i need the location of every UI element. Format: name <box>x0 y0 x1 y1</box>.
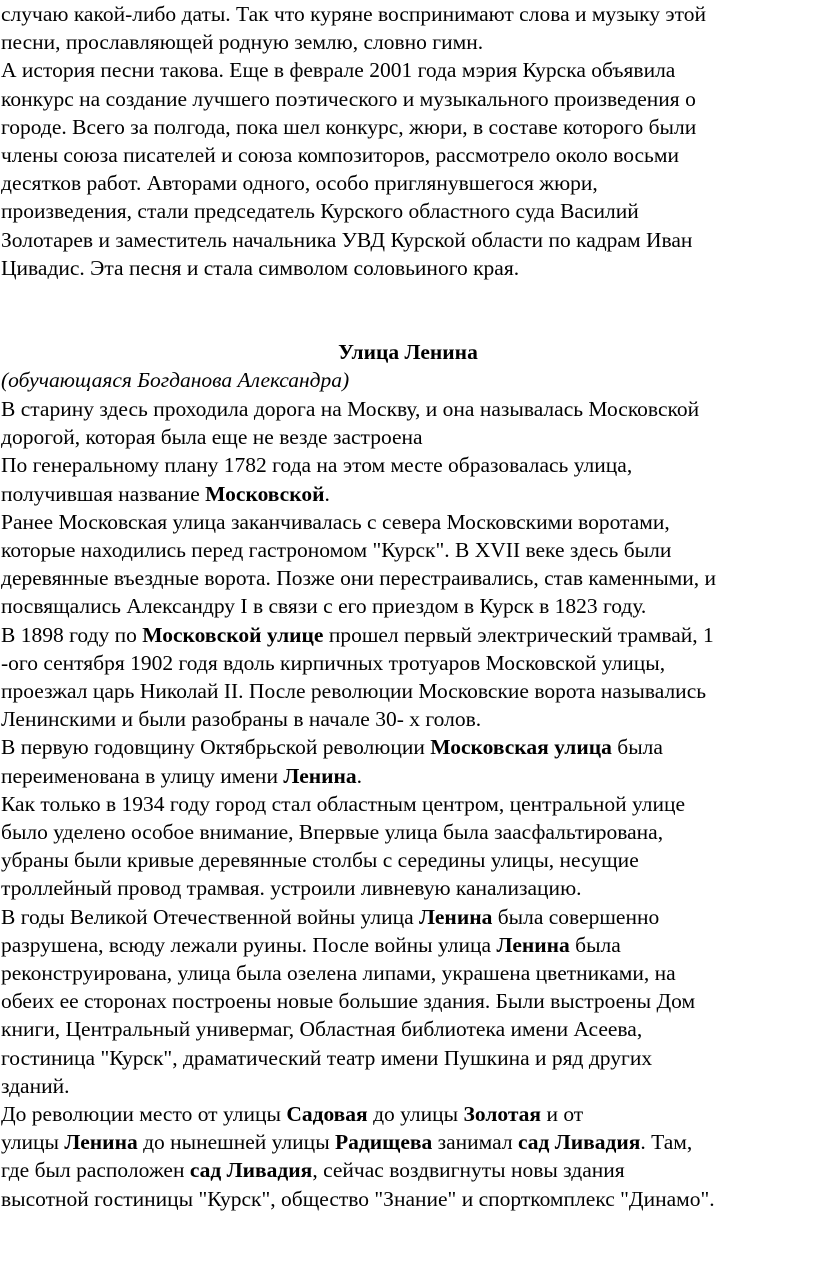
text-line <box>1 931 716 959</box>
text-run: До революции место от улицы <box>1 1102 287 1127</box>
intro-and-history <box>0 0 706 282</box>
text-line: По генеральному плану 1782 года на этом месте образовалась улица, <box>1 453 633 478</box>
text-line: конкурс на создание лучшего поэтического и музыкального произведения о <box>1 86 696 111</box>
text-line: обеих ее сторонах построены новые большие здания. Были выстроены Дом <box>1 989 696 1014</box>
text-line: деревянные въездные ворота. Позже они перестраивались, став каменными, и <box>1 566 717 591</box>
text-run: до нынешней улицы <box>137 1130 336 1155</box>
bold-street-name: Московской <box>205 481 325 506</box>
text-line: дорогой, которая была еще не везде застроена <box>1 425 423 450</box>
text-run: улицы <box>1 1130 65 1155</box>
intro-paragraph <box>0 0 706 56</box>
text-line: -ого сентября 1902 годя вдоль кирпичных тротуаров Московской улицы, <box>1 650 666 675</box>
text-line: убраны были кривые деревянные столбы с середины улицы, несущие <box>1 848 639 873</box>
text-run: и от <box>541 1102 584 1127</box>
text-run: прошел первый электрический трамвай, 1 <box>323 622 714 647</box>
text-line: В старину здесь проходила дорога на Москву, и она называлась Московской <box>1 397 700 421</box>
paragraph-3 <box>0 508 716 621</box>
paragraph-6 <box>0 790 716 903</box>
text-run: . <box>356 763 363 788</box>
text-run: В годы Великой Отечественной войны улица <box>1 904 420 929</box>
text-run: была <box>569 932 621 957</box>
text-line: случаю какой-либо даты. Так что куряне воспринимают слова и музыку этой <box>1 2 707 26</box>
paragraph-4 <box>0 621 716 734</box>
text-line <box>1 621 716 649</box>
text-line: Как только в 1934 году город стал областным центром, центральной улице <box>1 791 686 816</box>
bold-street-name: Ленина <box>283 763 357 788</box>
bold-place-name: сад Ливадия <box>517 1130 641 1155</box>
text-line: проезжал царь Николай II. После революции Московские ворота назывались <box>1 679 707 704</box>
bold-street-name: Московская улица <box>430 735 612 760</box>
text-line: произведения, стали председатель Курского областного суда Василий <box>1 199 639 224</box>
text-line: песни, прославляющей родную землю, словно гимн. <box>1 30 484 55</box>
text-run: разрушена, всюду лежали руины. После войны улица <box>1 932 497 957</box>
bold-street-name: Ленина <box>419 904 493 929</box>
text-run: была совершенно <box>492 904 660 929</box>
bold-street-name: Ленина <box>64 1130 138 1155</box>
text-line: Цивадис. Эта песня и стала символом соловьиного края. <box>1 255 520 280</box>
history-paragraph <box>0 56 706 282</box>
text-run: где был расположен <box>1 1158 190 1183</box>
text-line <box>1 903 716 931</box>
text-run: В 1898 году по <box>1 622 143 647</box>
section-body <box>0 395 716 1213</box>
text-run: переименована в улицу имени <box>1 763 284 788</box>
text-line: троллейный провод трамвая. устроили ливневую канализацию. <box>1 876 582 901</box>
text-line: городе. Всего за полгода, пока шел конкурс, жюри, в составе которого были <box>1 114 697 139</box>
bold-street-name: Радищева <box>335 1130 433 1155</box>
text-line <box>1 1100 716 1128</box>
text-line: гостиница "Курск", драматический театр имени Пушкина и ряд других <box>1 1045 653 1070</box>
bold-street-name: Ленина <box>496 932 570 957</box>
text-line <box>1 480 716 508</box>
text-line <box>1 762 716 790</box>
text-line: реконструирована, улица была озелена липами, украшена цветниками, на <box>1 961 676 986</box>
text-line: посвящались Александру I в связи с его приездом в Курск в 1823 году. <box>1 594 647 619</box>
text-line <box>1 1128 716 1156</box>
paragraph-5 <box>0 733 716 789</box>
text-line: Ленинскими и были разобраны в начале 30- х голов. <box>1 707 482 732</box>
section-author: (обучающаяся Богданова Александра) <box>1 368 350 392</box>
text-line: книги, Центральный универмаг, Областная библиотека имени Асеева, <box>1 1017 643 1042</box>
text-line: Ранее Московская улица заканчивалась с севера Московскими воротами, <box>1 509 670 534</box>
text-run: до улицы <box>367 1102 464 1127</box>
paragraph-7 <box>0 903 716 1100</box>
text-line: А история песни такова. Еще в феврале 2001 года мэрия Курска объявила <box>1 58 676 83</box>
paragraph-2 <box>0 451 716 507</box>
text-line <box>1 1156 716 1184</box>
bold-street-name: Золотая <box>463 1102 542 1127</box>
text-line: высотной гостиницы "Курск", общество "Знание" и спорткомплекс "Динамо". <box>1 1186 715 1211</box>
paragraph-8 <box>0 1100 716 1213</box>
text-run: , сейчас воздвигнуты новы здания <box>312 1158 625 1183</box>
text-run: В первую годовщину Октябрьской революции <box>1 735 431 760</box>
text-line: десятков работ. Авторами одного, особо приглянувшегося жюри, <box>1 171 598 196</box>
bold-street-name: Садовая <box>286 1102 368 1127</box>
section-title: Улица Ленина <box>338 340 478 364</box>
text-line <box>1 733 716 761</box>
bold-place-name: сад Ливадия <box>189 1158 313 1183</box>
text-run: . Там, <box>640 1130 693 1155</box>
text-line: Золотарев и заместитель начальника УВД Курской области по кадрам Иван <box>1 227 693 252</box>
text-line: которые находились перед гастрономом "Курск". В XVII веке здесь были <box>1 538 672 563</box>
text-line: было уделено особое внимание, Впервые улица была заасфальтирована, <box>1 820 664 845</box>
text-line: члены союза писателей и союза композиторов, рассмотрело около восьми <box>1 143 679 168</box>
text-line: зданий. <box>1 1073 70 1098</box>
text-run: занимал <box>432 1130 518 1155</box>
text-run: . <box>324 481 330 506</box>
paragraph-1 <box>0 395 716 451</box>
bold-street-name: Московской улице <box>142 622 324 647</box>
text-run: была <box>611 735 663 760</box>
text-run: получившая название <box>1 481 206 506</box>
